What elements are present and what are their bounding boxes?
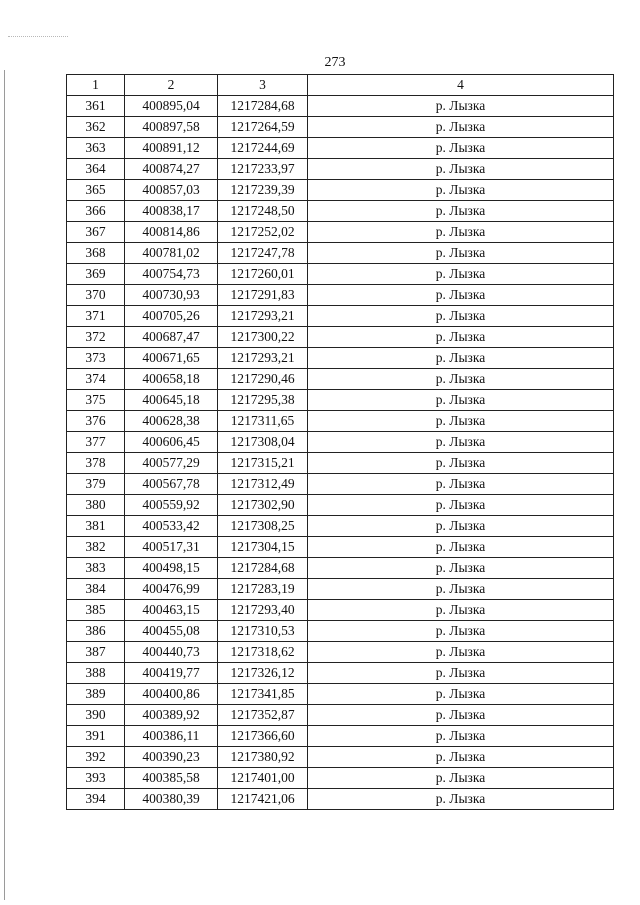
- x-coordinate-cell: 400895,04: [125, 96, 218, 117]
- point-number-cell: 386: [67, 621, 125, 642]
- point-number-cell: 378: [67, 453, 125, 474]
- point-number-cell: 373: [67, 348, 125, 369]
- x-coordinate-cell: 400705,26: [125, 306, 218, 327]
- x-coordinate-cell: 400400,86: [125, 684, 218, 705]
- x-coordinate-cell: 400419,77: [125, 663, 218, 684]
- point-number-cell: 391: [67, 726, 125, 747]
- point-number-cell: 375: [67, 390, 125, 411]
- y-coordinate-cell: 1217293,21: [218, 306, 308, 327]
- point-number-cell: 377: [67, 432, 125, 453]
- description-cell: р. Лызка: [308, 159, 614, 180]
- table-row: [67, 747, 614, 768]
- point-number-cell: 393: [67, 768, 125, 789]
- description-cell: р. Лызка: [308, 663, 614, 684]
- y-coordinate-cell: 1217283,19: [218, 579, 308, 600]
- x-coordinate-cell: 400754,73: [125, 264, 218, 285]
- x-coordinate-cell: 400517,31: [125, 537, 218, 558]
- table-row: [67, 201, 614, 222]
- point-number-cell: 389: [67, 684, 125, 705]
- x-coordinate-cell: 400386,11: [125, 726, 218, 747]
- description-cell: р. Лызка: [308, 369, 614, 390]
- y-coordinate-cell: 1217264,59: [218, 117, 308, 138]
- point-number-cell: 367: [67, 222, 125, 243]
- table-row: [67, 789, 614, 810]
- y-coordinate-cell: 1217310,53: [218, 621, 308, 642]
- table-row: [67, 264, 614, 285]
- point-number-cell: 390: [67, 705, 125, 726]
- y-coordinate-cell: 1217252,02: [218, 222, 308, 243]
- x-coordinate-cell: 400455,08: [125, 621, 218, 642]
- x-coordinate-cell: 400533,42: [125, 516, 218, 537]
- y-coordinate-cell: 1217366,60: [218, 726, 308, 747]
- y-coordinate-cell: 1217315,21: [218, 453, 308, 474]
- column-header-3: 3: [218, 75, 308, 96]
- x-coordinate-cell: 400559,92: [125, 495, 218, 516]
- description-cell: р. Лызка: [308, 579, 614, 600]
- y-coordinate-cell: 1217421,06: [218, 789, 308, 810]
- description-cell: р. Лызка: [308, 705, 614, 726]
- page-number: 273: [324, 55, 346, 70]
- x-coordinate-cell: 400606,45: [125, 432, 218, 453]
- x-coordinate-cell: 400874,27: [125, 159, 218, 180]
- y-coordinate-cell: 1217290,46: [218, 369, 308, 390]
- point-number-cell: 366: [67, 201, 125, 222]
- y-coordinate-cell: 1217304,15: [218, 537, 308, 558]
- point-number-cell: 374: [67, 369, 125, 390]
- table-row: [67, 222, 614, 243]
- page-margin-line: [4, 70, 5, 900]
- description-cell: р. Лызка: [308, 327, 614, 348]
- description-cell: р. Лызка: [308, 684, 614, 705]
- table-row: [67, 390, 614, 411]
- x-coordinate-cell: 400476,99: [125, 579, 218, 600]
- y-coordinate-cell: 1217284,68: [218, 558, 308, 579]
- description-cell: р. Лызка: [308, 789, 614, 810]
- x-coordinate-cell: 400628,38: [125, 411, 218, 432]
- description-cell: р. Лызка: [308, 348, 614, 369]
- x-coordinate-cell: 400857,03: [125, 180, 218, 201]
- point-number-cell: 388: [67, 663, 125, 684]
- point-number-cell: 394: [67, 789, 125, 810]
- description-cell: р. Лызка: [308, 411, 614, 432]
- description-cell: р. Лызка: [308, 558, 614, 579]
- coordinates-table: [66, 74, 614, 810]
- y-coordinate-cell: 1217295,38: [218, 390, 308, 411]
- point-number-cell: 383: [67, 558, 125, 579]
- table-row: [67, 306, 614, 327]
- x-coordinate-cell: 400645,18: [125, 390, 218, 411]
- table-row: [67, 642, 614, 663]
- point-number-cell: 361: [67, 96, 125, 117]
- y-coordinate-cell: 1217302,90: [218, 495, 308, 516]
- description-cell: р. Лызка: [308, 390, 614, 411]
- column-header-4: 4: [308, 75, 614, 96]
- table-row: [67, 600, 614, 621]
- description-cell: р. Лызка: [308, 243, 614, 264]
- y-coordinate-cell: 1217308,04: [218, 432, 308, 453]
- x-coordinate-cell: 400891,12: [125, 138, 218, 159]
- description-cell: р. Лызка: [308, 621, 614, 642]
- point-number-cell: 387: [67, 642, 125, 663]
- point-number-cell: 392: [67, 747, 125, 768]
- table-row: [67, 537, 614, 558]
- x-coordinate-cell: 400838,17: [125, 201, 218, 222]
- x-coordinate-cell: 400730,93: [125, 285, 218, 306]
- table-row: [67, 726, 614, 747]
- x-coordinate-cell: 400658,18: [125, 369, 218, 390]
- y-coordinate-cell: 1217318,62: [218, 642, 308, 663]
- x-coordinate-cell: 400671,65: [125, 348, 218, 369]
- table-row: [67, 705, 614, 726]
- x-coordinate-cell: 400440,73: [125, 642, 218, 663]
- y-coordinate-cell: 1217401,00: [218, 768, 308, 789]
- x-coordinate-cell: 400463,15: [125, 600, 218, 621]
- table-body: [67, 96, 614, 810]
- point-number-cell: 364: [67, 159, 125, 180]
- description-cell: р. Лызка: [308, 453, 614, 474]
- description-cell: р. Лызка: [308, 747, 614, 768]
- table-row: [67, 432, 614, 453]
- table-row: [67, 495, 614, 516]
- description-cell: р. Лызка: [308, 642, 614, 663]
- description-cell: р. Лызка: [308, 432, 614, 453]
- description-cell: р. Лызка: [308, 306, 614, 327]
- description-cell: р. Лызка: [308, 474, 614, 495]
- x-coordinate-cell: 400498,15: [125, 558, 218, 579]
- table-row: [67, 474, 614, 495]
- table-row: [67, 243, 614, 264]
- column-header-2: 2: [125, 75, 218, 96]
- y-coordinate-cell: 1217380,92: [218, 747, 308, 768]
- y-coordinate-cell: 1217247,78: [218, 243, 308, 264]
- y-coordinate-cell: 1217291,83: [218, 285, 308, 306]
- x-coordinate-cell: 400567,78: [125, 474, 218, 495]
- table-row: [67, 369, 614, 390]
- x-coordinate-cell: 400390,23: [125, 747, 218, 768]
- table-row: [67, 285, 614, 306]
- description-cell: р. Лызка: [308, 516, 614, 537]
- table-header-row: [67, 75, 614, 96]
- y-coordinate-cell: 1217233,97: [218, 159, 308, 180]
- point-number-cell: 369: [67, 264, 125, 285]
- description-cell: р. Лызка: [308, 537, 614, 558]
- table-row: [67, 180, 614, 201]
- point-number-cell: 365: [67, 180, 125, 201]
- y-coordinate-cell: 1217248,50: [218, 201, 308, 222]
- description-cell: р. Лызка: [308, 285, 614, 306]
- point-number-cell: 380: [67, 495, 125, 516]
- point-number-cell: 376: [67, 411, 125, 432]
- y-coordinate-cell: 1217239,39: [218, 180, 308, 201]
- y-coordinate-cell: 1217308,25: [218, 516, 308, 537]
- description-cell: р. Лызка: [308, 222, 614, 243]
- x-coordinate-cell: 400385,58: [125, 768, 218, 789]
- point-number-cell: 384: [67, 579, 125, 600]
- table-row: [67, 453, 614, 474]
- y-coordinate-cell: 1217300,22: [218, 327, 308, 348]
- description-cell: р. Лызка: [308, 201, 614, 222]
- point-number-cell: 363: [67, 138, 125, 159]
- point-number-cell: 372: [67, 327, 125, 348]
- y-coordinate-cell: 1217312,49: [218, 474, 308, 495]
- point-number-cell: 371: [67, 306, 125, 327]
- table-row: [67, 138, 614, 159]
- y-coordinate-cell: 1217293,40: [218, 600, 308, 621]
- point-number-cell: 382: [67, 537, 125, 558]
- table-row: [67, 684, 614, 705]
- table-row: [67, 558, 614, 579]
- x-coordinate-cell: 400687,47: [125, 327, 218, 348]
- table-row: [67, 768, 614, 789]
- y-coordinate-cell: 1217326,12: [218, 663, 308, 684]
- description-cell: р. Лызка: [308, 117, 614, 138]
- description-cell: р. Лызка: [308, 726, 614, 747]
- point-number-cell: 368: [67, 243, 125, 264]
- description-cell: р. Лызка: [308, 768, 614, 789]
- x-coordinate-cell: 400781,02: [125, 243, 218, 264]
- y-coordinate-cell: 1217244,69: [218, 138, 308, 159]
- x-coordinate-cell: 400389,92: [125, 705, 218, 726]
- y-coordinate-cell: 1217293,21: [218, 348, 308, 369]
- description-cell: р. Лызка: [308, 96, 614, 117]
- point-number-cell: 379: [67, 474, 125, 495]
- scan-artifact: [8, 36, 68, 39]
- table-row: [67, 117, 614, 138]
- column-header-1: 1: [67, 75, 125, 96]
- point-number-cell: 370: [67, 285, 125, 306]
- table-row: [67, 411, 614, 432]
- x-coordinate-cell: 400577,29: [125, 453, 218, 474]
- y-coordinate-cell: 1217260,01: [218, 264, 308, 285]
- description-cell: р. Лызка: [308, 264, 614, 285]
- point-number-cell: 381: [67, 516, 125, 537]
- table-row: [67, 516, 614, 537]
- y-coordinate-cell: 1217284,68: [218, 96, 308, 117]
- table-row: [67, 159, 614, 180]
- table-row: [67, 327, 614, 348]
- table-row: [67, 579, 614, 600]
- point-number-cell: 385: [67, 600, 125, 621]
- table-row: [67, 96, 614, 117]
- y-coordinate-cell: 1217352,87: [218, 705, 308, 726]
- x-coordinate-cell: 400814,86: [125, 222, 218, 243]
- description-cell: р. Лызка: [308, 495, 614, 516]
- table-row: [67, 621, 614, 642]
- table-row: [67, 348, 614, 369]
- y-coordinate-cell: 1217311,65: [218, 411, 308, 432]
- description-cell: р. Лызка: [308, 138, 614, 159]
- table-row: [67, 663, 614, 684]
- y-coordinate-cell: 1217341,85: [218, 684, 308, 705]
- x-coordinate-cell: 400897,58: [125, 117, 218, 138]
- description-cell: р. Лызка: [308, 180, 614, 201]
- x-coordinate-cell: 400380,39: [125, 789, 218, 810]
- description-cell: р. Лызка: [308, 600, 614, 621]
- point-number-cell: 362: [67, 117, 125, 138]
